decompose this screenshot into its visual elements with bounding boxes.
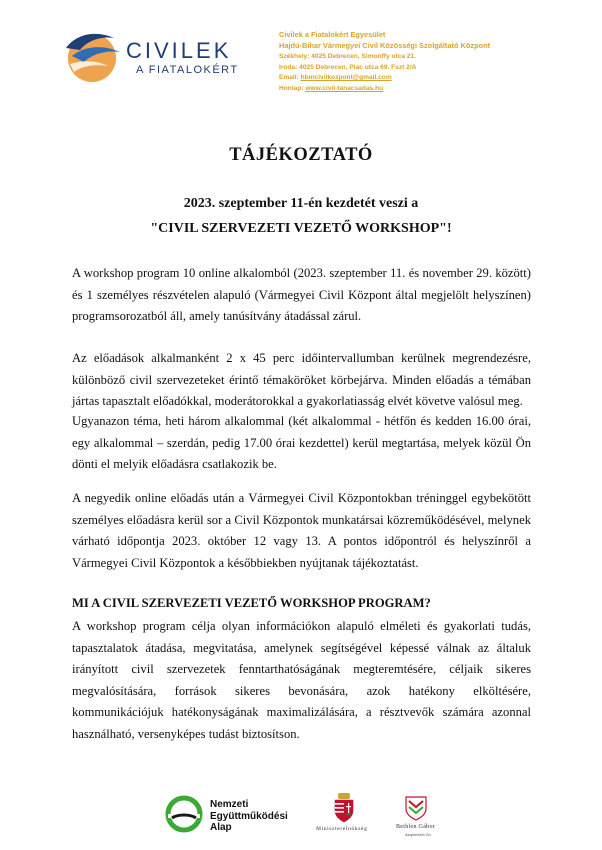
paragraph-program-goal: A workshop program célja olyan információkon alapuló elméleti és gyakorlati tudás, tapasztalatok átadása, megvitatása, amelynek segítségével képessé válnak az általuk irányított civil szervezetek fenntarthatóságának megteremtésére, céljaik sikeres megvalósítására, források sikeres bevonására, azok hatékony elköltésére, kommunikációjuk hatékonyságának maximalizálására, a résztvevők számára azonnal használható, versenyképes tudást biztosítson.: [72, 619, 531, 741]
website-link[interactable]: www.civil-tanacsadas.hu: [305, 84, 384, 92]
nea-logo-text: [210, 799, 288, 834]
org-email-line: [279, 73, 490, 84]
org-name: Civilek a Fiatalokért Egyesület: [279, 30, 386, 39]
nea-line2: Együttműködési: [210, 810, 288, 822]
section-heading: MI A CIVIL SZERVEZETI VEZETŐ WORKSHOP PROGRAM?: [72, 596, 431, 610]
org-seat: Székhely: 4025 Debrecen, Simonffy utca 21.: [279, 53, 417, 61]
org-office: Iroda: 4025 Debrecen, Piac utca 69. Fszt 2/A: [279, 63, 417, 71]
bethlen-gabor-logo-icon: [404, 795, 428, 821]
bethlen-gabor-subtitle: Alapkezelő Zrt.: [405, 832, 432, 837]
paragraph-lectures: Az előadások alkalmanként 2 x 45 perc időintervallumban kerülnek megrendezésre, különböző civil szervezeteket érintő témaköröket körbejárva. Minden előadás a témában jártas tapasztalt előadókkal, moderátorokkal a gyakorlatiasság elvét követve valósul meg.: [72, 351, 531, 409]
civilek-logo-icon: [62, 26, 124, 84]
organization-info: [279, 30, 490, 95]
org-center: Hajdú-Bihar Vármegyei Civil Közösségi Szolgáltató Központ: [279, 40, 491, 50]
logo-subtitle: A FIATALOKÉRT: [136, 64, 239, 76]
hungarian-crest-icon: [333, 793, 355, 823]
subtitle-program: "CIVIL SZERVEZETI VEZETŐ WORKSHOP"!: [150, 221, 452, 236]
paragraph-in-person: A negyedik online előadás után a Vármegyei Civil Központokban tréninggel egybekötött személyes előadásra kerül sor a Civil Központok munkatársai közreműködésével, melynek várható időpontja 2023. október 12 vagy 13. A pontos időpontról és helyszínről a Vármegyei Civil Központok a későbbiekben nyújtanak tájékoztatást.: [72, 491, 531, 570]
paragraph-program-structure: A workshop program 10 online alkalomból (2023. szeptember 11. és november 29. között) és 1 személyes részvételen alapuló (Vármegyei Civil Központ által megjelölt helyszínen) programsorozatból áll, amely tanúsítvány átadással zárul.: [72, 266, 531, 324]
nea-line1: Nemzeti: [210, 799, 249, 810]
subtitle-date: 2023. szeptember 11-én kezdetét veszi a: [183, 196, 419, 211]
ministry-name: Miniszterelnökség: [316, 826, 368, 832]
email-link[interactable]: hbmcivilkozpont@gmail.com: [300, 74, 392, 82]
org-web-line: [279, 84, 490, 95]
nea-line3: Alap: [210, 822, 232, 833]
web-label: Honlap:: [279, 84, 306, 92]
bethlen-gabor-name: Bethlen Gábor: [396, 824, 436, 830]
logo-wordmark: CIVILEK: [126, 38, 232, 63]
paragraph-schedule: Ugyanazon téma, heti három alkalommal (két alkalommal - hétfőn és kedden 16.00 órai, egy alkalommal – szerdán, pedig 17.00 órai kezdettel) kerül megtartása, melyek közül Ön dönti el melyik előadásra csatlakozik be.: [72, 414, 531, 472]
nea-logo-icon: [164, 794, 204, 834]
document-title: TÁJÉKOZTATÓ: [229, 145, 373, 165]
email-label: Email:: [279, 74, 301, 82]
